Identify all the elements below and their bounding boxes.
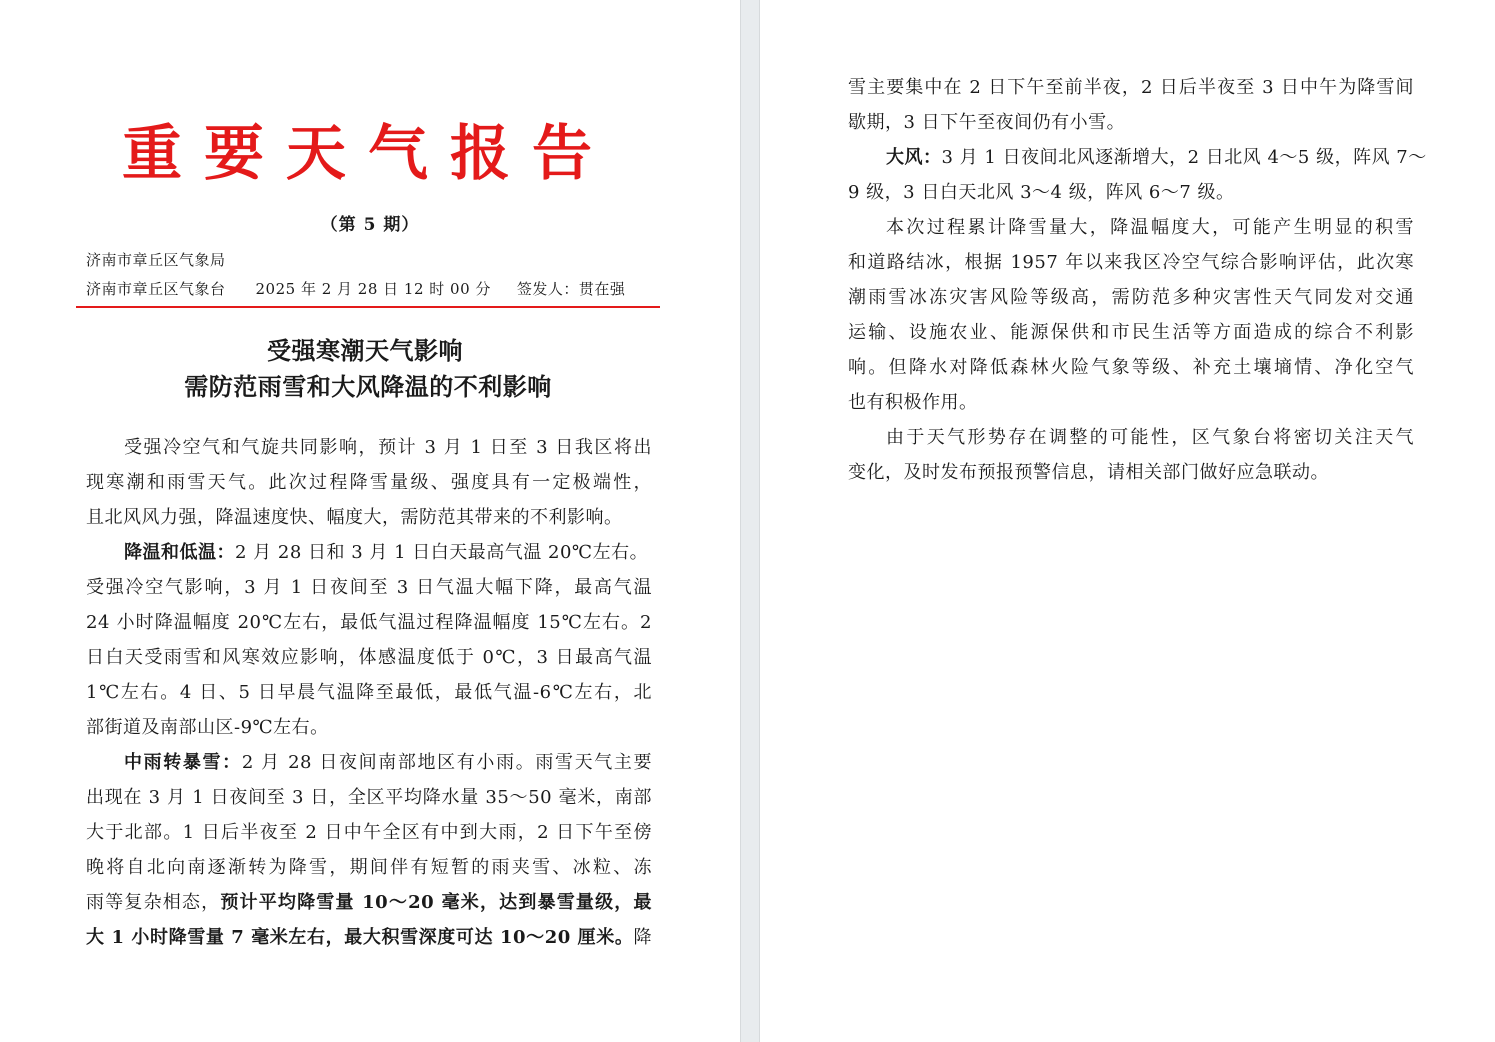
- header-red-rule: [76, 306, 660, 308]
- issuer-bureau: 济南市章丘区气象局: [86, 251, 226, 269]
- paragraph-line: 24 小时降温幅度 20℃左右，最低气温过程降温幅度 15℃左右。2: [86, 612, 652, 633]
- paragraph-line: 9 级，3 日白天北风 3～4 级，阵风 6～7 级。: [848, 182, 1235, 203]
- snow-forecast-bold: 大 1 小时降雪量 7 毫米左右，最大积雪深度可达 10～20 厘米。: [86, 927, 634, 948]
- paragraph-line: 且北风风力强，降温速度快、幅度大，需防范其带来的不利影响。: [86, 507, 623, 528]
- paragraph-line: 和道路结冰，根据 1957 年以来我区冷空气综合影响评估，此次寒: [848, 252, 1414, 273]
- page-gutter: [740, 0, 760, 1042]
- section-heading-cooling: 降温和低温：: [124, 542, 235, 563]
- paragraph-line: 本次过程累计降雪量大，降温幅度大，可能产生明显的积雪: [886, 217, 1414, 238]
- section-heading-wind: 大风：: [886, 147, 942, 168]
- paragraph-line: 日白天受雨雪和风寒效应影响，体感温度低于 0℃，3 日最高气温: [86, 647, 652, 668]
- section-heading-snow: 中雨转暴雪：: [124, 752, 242, 773]
- paragraph-line: 大风：3 月 1 日夜间北风逐渐增大，2 日北风 4～5 级，阵风 7～: [886, 147, 1427, 168]
- paragraph-line: 雪主要集中在 2 日下午至前半夜，2 日后半夜至 3 日中午为降雪间: [848, 77, 1414, 98]
- paragraph-line: 雨等复杂相态，预计平均降雪量 10～20 毫米，达到暴雪量级，最: [86, 892, 652, 913]
- headline-line-1: 受强寒潮天气影响: [267, 336, 463, 365]
- paragraph-line: 运输、设施农业、能源保供和市民生活等方面造成的综合不利影: [848, 322, 1414, 343]
- report-title: 重要天气报告: [122, 119, 614, 189]
- headline-line-2: 需防范雨雪和大风降温的不利影响: [184, 372, 552, 401]
- paragraph-line: 歇期，3 日下午至夜间仍有小雪。: [848, 112, 1126, 133]
- issuer-line: [86, 279, 625, 299]
- paragraph-line: 出现在 3 月 1 日夜间至 3 日，全区平均降水量 35～50 毫米，南部: [86, 787, 652, 808]
- paragraph-line: 降温和低温：2 月 28 日和 3 月 1 日白天最高气温 20℃左右。: [124, 542, 649, 563]
- document-page-right: [760, 0, 1495, 1042]
- body-text-right: [848, 70, 1427, 490]
- issue-number: （第 5 期）: [320, 215, 420, 235]
- paragraph-line: 1℃左右。4 日、5 日早晨气温降至最低，最低气温-6℃左右，北: [86, 682, 652, 703]
- paragraph-line: 受强冷空气和气旋共同影响，预计 3 月 1 日至 3 日我区将出: [124, 437, 652, 458]
- document-page-left: [0, 0, 740, 1042]
- paragraph-line: 中雨转暴雪：2 月 28 日夜间南部地区有小雨。雨雪天气主要: [124, 752, 653, 773]
- issuer-station: 济南市章丘区气象台: [86, 280, 226, 298]
- paragraph-line: 也有积极作用。: [848, 392, 978, 413]
- paragraph-line: 潮雨雪冰冻灾害风险等级高，需防范多种灾害性天气同发对交通: [848, 287, 1414, 308]
- paragraph-line: 晚将自北向南逐渐转为降雪，期间伴有短暂的雨夹雪、冰粒、冻: [86, 857, 652, 878]
- body-text-left: [86, 430, 652, 955]
- paragraph-line: 部街道及南部山区-9℃左右。: [86, 717, 329, 738]
- paragraph-line: 受强冷空气影响，3 月 1 日夜间至 3 日气温大幅下降，最高气温: [86, 577, 652, 598]
- paragraph-line: 响。但降水对降低森林火险气象等级、补充土壤墒情、净化空气: [848, 357, 1414, 378]
- paragraph-line: 大 1 小时降雪量 7 毫米左右，最大积雪深度可达 10～20 厘米。降: [86, 927, 652, 948]
- snow-forecast-bold: 预计平均降雪量 10～20 毫米，达到暴雪量级，最: [220, 892, 652, 913]
- paragraph-line: 现寒潮和雨雪天气。此次过程降雪量级、强度具有一定极端性，: [86, 472, 652, 493]
- issue-time: 2025 年 2 月 28 日 12 时 00 分: [255, 280, 491, 298]
- paragraph-line: 由于天气形势存在调整的可能性，区气象台将密切关注天气: [886, 427, 1414, 448]
- paragraph-line: 变化，及时发布预报预警信息，请相关部门做好应急联动。: [848, 462, 1329, 483]
- signer: 签发人：贯在强: [516, 280, 626, 298]
- paragraph-line: 大于北部。1 日后半夜至 2 日中午全区有中到大雨，2 日下午至傍: [86, 822, 652, 843]
